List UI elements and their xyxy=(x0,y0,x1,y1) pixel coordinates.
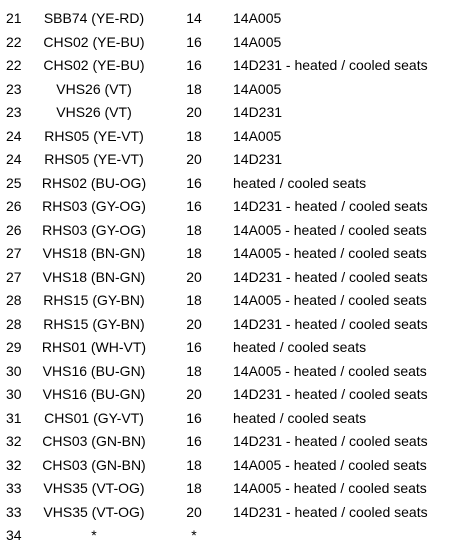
pin-number-cell: 33 xyxy=(6,503,22,520)
wire-gauge-cell: 20 xyxy=(186,315,202,332)
description-cell: 14A005 xyxy=(233,33,282,50)
circuit-code-cell: VHS16 (BU-GN) xyxy=(42,386,146,402)
circuit-code-cell: RHS05 (YE-VT) xyxy=(44,127,144,144)
description-cell: 14D231 - heated / cooled seats xyxy=(233,503,428,520)
pin-number-cell: 27 xyxy=(6,268,22,285)
circuit-code-cell: RHS02 (BU-OG) xyxy=(41,174,147,191)
pin-number-cell: 28 xyxy=(6,315,22,332)
pin-number-cell: 23 xyxy=(6,104,22,120)
description-cell: 14A005 xyxy=(233,80,282,97)
pin-number-cell: 25 xyxy=(6,174,22,191)
circuit-code-cell: VHS26 (VT) xyxy=(56,104,132,120)
wire-gauge-cell: 18 xyxy=(186,362,202,379)
description-cell: 14A005 - heated / cooled seats xyxy=(233,221,427,238)
description-cell: 14A005 - heated / cooled seats xyxy=(233,292,427,308)
wire-gauge-cell: 20 xyxy=(186,503,202,520)
circuit-code-cell: CHS02 (YE-BU) xyxy=(43,33,145,50)
circuit-code-cell: RHS15 (GY-BN) xyxy=(43,315,145,332)
circuit-code-cell: RHS01 (WH-VT) xyxy=(41,339,147,355)
description-cell: 14D231 - heated / cooled seats xyxy=(233,57,428,73)
circuit-code-cell: * xyxy=(91,527,97,543)
table-row xyxy=(0,454,472,478)
wire-gauge-cell: 18 xyxy=(186,480,202,496)
pin-number-cell: 30 xyxy=(6,386,22,402)
table-row xyxy=(0,78,472,102)
table-row xyxy=(0,242,472,266)
table-row xyxy=(0,101,472,125)
circuit-code-cell: CHS02 (YE-BU) xyxy=(43,57,145,73)
circuit-code-cell: VHS18 (BN-GN) xyxy=(42,245,146,261)
pin-number-cell: 26 xyxy=(6,198,22,214)
description-cell: 14A005 - heated / cooled seats xyxy=(233,245,427,261)
circuit-code-cell: VHS26 (VT) xyxy=(56,80,132,97)
description-cell: heated / cooled seats xyxy=(233,174,367,191)
table-row xyxy=(0,148,472,172)
pin-number-cell: 33 xyxy=(6,480,22,496)
pin-number-cell: 32 xyxy=(6,433,22,449)
description-cell: 14D231 - heated / cooled seats xyxy=(233,386,428,402)
pin-number-cell: 26 xyxy=(6,221,22,238)
wire-gauge-cell: 16 xyxy=(186,339,202,355)
circuit-code-cell: VHS35 (VT-OG) xyxy=(43,503,145,520)
table-row xyxy=(0,501,472,525)
table-row xyxy=(0,219,472,243)
description-cell: 14A005 xyxy=(233,10,282,26)
table-row xyxy=(0,125,472,149)
pin-number-cell: 24 xyxy=(6,127,22,144)
table-row xyxy=(0,31,472,55)
description-cell: 14D231 xyxy=(233,151,283,167)
wire-gauge-cell: 20 xyxy=(186,151,202,167)
wire-gauge-cell: 16 xyxy=(186,409,202,426)
pin-number-cell: 31 xyxy=(6,409,22,426)
table-row xyxy=(0,477,472,501)
table-row xyxy=(0,430,472,454)
description-cell: 14D231 - heated / cooled seats xyxy=(233,315,428,332)
wire-gauge-cell: 16 xyxy=(186,198,202,214)
connector-pin-table xyxy=(0,7,472,548)
table-row xyxy=(0,266,472,290)
description-cell: 14D231 - heated / cooled seats xyxy=(233,198,428,214)
wire-gauge-cell: 14 xyxy=(186,10,202,26)
wire-gauge-cell: 16 xyxy=(186,433,202,449)
description-cell: heated / cooled seats xyxy=(233,409,367,426)
pin-number-cell: 30 xyxy=(6,362,22,379)
wire-gauge-cell: 20 xyxy=(186,268,202,285)
pin-number-cell: 34 xyxy=(6,527,22,543)
wire-gauge-cell: 16 xyxy=(186,33,202,50)
description-cell: 14A005 - heated / cooled seats xyxy=(233,480,427,496)
wire-gauge-cell: 18 xyxy=(186,80,202,97)
table-row xyxy=(0,172,472,196)
pin-number-cell: 22 xyxy=(6,57,22,73)
table-row xyxy=(0,313,472,337)
circuit-code-cell: RHS15 (GY-BN) xyxy=(43,292,145,308)
circuit-code-cell: RHS03 (GY-OG) xyxy=(42,198,146,214)
pin-number-cell: 21 xyxy=(6,10,22,26)
circuit-code-cell: VHS35 (VT-OG) xyxy=(43,480,145,496)
pin-number-cell: 28 xyxy=(6,292,22,308)
table-row xyxy=(0,289,472,313)
description-cell: 14D231 - heated / cooled seats xyxy=(233,433,428,449)
wire-gauge-cell: 16 xyxy=(186,57,202,73)
wire-gauge-cell: * xyxy=(191,527,197,543)
wire-gauge-cell: 20 xyxy=(186,386,202,402)
pin-number-cell: 23 xyxy=(6,80,22,97)
pin-number-cell: 24 xyxy=(6,151,22,167)
circuit-code-cell: VHS18 (BN-GN) xyxy=(42,268,146,285)
wire-gauge-cell: 18 xyxy=(186,221,202,238)
description-cell: heated / cooled seats xyxy=(233,339,367,355)
table-row xyxy=(0,383,472,407)
table-row xyxy=(0,7,472,31)
description-cell: 14A005 - heated / cooled seats xyxy=(233,456,427,473)
description-cell: 14A005 xyxy=(233,127,282,144)
circuit-code-cell: CHS03 (GN-BN) xyxy=(42,456,146,473)
pin-number-cell: 22 xyxy=(6,33,22,50)
circuit-code-cell: CHS01 (GY-VT) xyxy=(44,409,144,426)
wire-gauge-cell: 18 xyxy=(186,245,202,261)
circuit-code-cell: RHS05 (YE-VT) xyxy=(44,151,144,167)
circuit-code-cell: VHS16 (BU-GN) xyxy=(42,362,146,379)
wire-gauge-cell: 20 xyxy=(186,104,202,120)
table-row xyxy=(0,54,472,78)
pin-number-cell: 29 xyxy=(6,339,22,355)
circuit-code-cell: RHS03 (GY-OG) xyxy=(42,221,146,238)
table-row xyxy=(0,336,472,360)
circuit-code-cell: SBB74 (YE-RD) xyxy=(43,10,145,26)
wire-gauge-cell: 16 xyxy=(186,174,202,191)
table-row xyxy=(0,407,472,431)
description-cell: 14D231 xyxy=(233,104,283,120)
wire-gauge-cell: 18 xyxy=(186,127,202,144)
pin-number-cell: 27 xyxy=(6,245,22,261)
table-row xyxy=(0,360,472,384)
wire-gauge-cell: 18 xyxy=(186,456,202,473)
wire-gauge-cell: 18 xyxy=(186,292,202,308)
table-row xyxy=(0,195,472,219)
pin-number-cell: 32 xyxy=(6,456,22,473)
description-cell: 14A005 - heated / cooled seats xyxy=(233,362,427,379)
table-row xyxy=(0,524,472,548)
description-cell: 14D231 - heated / cooled seats xyxy=(233,268,428,285)
circuit-code-cell: CHS03 (GN-BN) xyxy=(42,433,146,449)
